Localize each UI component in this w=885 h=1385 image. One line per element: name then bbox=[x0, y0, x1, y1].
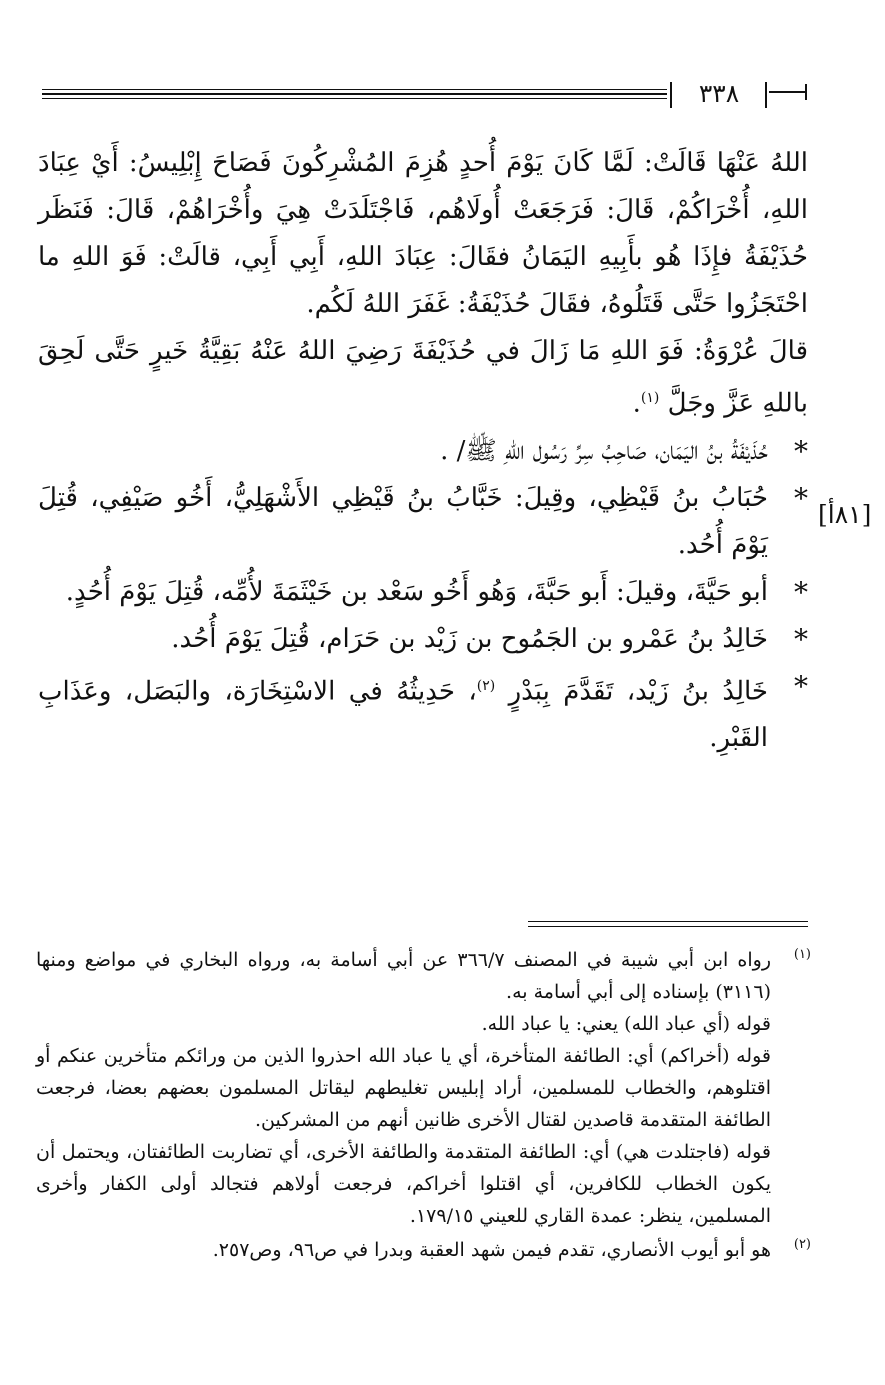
footnotes bbox=[36, 944, 811, 1268]
main-text bbox=[38, 140, 808, 762]
narrative-paragraph: اللهُ عَنْهَا قَالَتْ: لَمَّا كَانَ يَوْمَ أُحدٍ هُزِمَ المُشْرِكُونَ فَصَاحَ إِبْلِيسُ: أَيْ عِبَادَ اللهِ، أُخْرَاكُمْ، قَالَ: فَرَجَعَتْ أُولَاهُم، فَاجْتَلَدَتْ هِيَ وأُخْرَاهُمْ، قَالَ: فَنَظَر حُذَيْفَةُ فإِذَا هُو بأَبِيهِ اليَمَانُ فقَالَ: عِبَادَ اللهِ، أَبِي أَبِي، قالَتْ: فَوَ اللهِ ما احْتَجَزُوا حَتَّى قَتَلُوهُ، فقَالَ حُذَيْفَةُ: غَفَرَ اللهُ لَكُم. bbox=[38, 148, 808, 319]
header-rule bbox=[769, 91, 807, 93]
header-rule bbox=[42, 98, 667, 99]
footnote bbox=[36, 944, 811, 1232]
urwa-text: قالَ عُرْوَةُ: فَوَ اللهِ مَا زَالَ في حُذَيْفَةَ رَضِيَ اللهُ عَنْهُ بَقِيَّةُ خَيرٍ حَتَّى لَحِقَ باللهِ عَزَّ وجَلَّ bbox=[38, 336, 809, 419]
entry-text: خَالِدُ بنُ عَمْرو بن الجَمُوح بن زَيْد بن حَرَام، قُتِلَ يَوْمَ أُحُد. bbox=[171, 623, 768, 654]
entry-item bbox=[38, 616, 808, 663]
footnote-ref: (٢) bbox=[476, 677, 496, 694]
urwa-end: . bbox=[632, 388, 641, 419]
footnote-separator bbox=[528, 921, 808, 922]
footnote-number: (١) bbox=[793, 947, 811, 962]
entry-item bbox=[38, 569, 808, 616]
entry-text: حُبَابُ بنُ قَيْظِي، وقِيلَ: خَبَّابُ بنُ قَيْظِي الأَشْهَلِيُّ، أَخُو صَيْفِي، قُتِلَ يَوْمَ أُحُد. bbox=[38, 482, 768, 560]
header-bar bbox=[805, 84, 807, 100]
entry-item bbox=[38, 428, 808, 475]
page-header bbox=[42, 79, 810, 112]
footnote-line: رواه ابن أبي شيبة في المصنف ٣٦٦/٧ عن أبي أسامة به، ورواه البخاري في مواضع ومنها (٣١١٦) بإسناده إلى أبي أسامة به. bbox=[36, 949, 772, 1003]
entry-item bbox=[38, 663, 808, 763]
header-bar bbox=[670, 82, 672, 108]
header-bar bbox=[765, 82, 767, 108]
footnote-number: (٢) bbox=[793, 1237, 811, 1252]
star-icon: * bbox=[794, 481, 808, 515]
entry-item bbox=[38, 475, 808, 569]
footnote-line: هو أبو أيوب الأنصاري، تقدم فيمن شهد العقبة وبدرا في ص٩٦، وص٢٥٧. bbox=[212, 1239, 771, 1261]
page-number: ٣٣٨ bbox=[698, 79, 740, 108]
footnote bbox=[36, 1234, 811, 1266]
margin-folio-marker: [٨١أ] bbox=[818, 500, 872, 529]
footnote-line: قوله (أخراكم) أي: الطائفة المتأخرة، أي يا عباد الله احذروا الذين من ورائكم متأخرين عنكم أو اقتلوهم، والخطاب للمسلمين، أراد إبليس تغليطهم ليقاتل المسلمون بعضهم بعضا، فرجعت الطائفة المتقدمة قاصدين لقتال الأخرى ظانين أنهم من المشركين. bbox=[36, 1045, 771, 1131]
entry-text: ، حَدِيثُهُ في الاسْتِخَارَة، والبَصَل، وعَذَابِ القَبْرِ. bbox=[38, 676, 768, 754]
footnote-line: قوله (أي عباد الله) يعني: يا عباد الله. bbox=[481, 1013, 771, 1035]
header-rule bbox=[42, 89, 667, 90]
urwa-paragraph bbox=[38, 328, 808, 428]
footnote-line: قوله (فاجتلدت هي) أي: الطائفة المتقدمة والطائفة الأخرى، أي تضاربت الطائفتان، ويحتمل أن يكون الخطاب للكافرين، أي اقتلوا أخراكم، فرجعت أولاهم فتجالد أولى الكفار وأخرى المسلمين، ينظر: عمدة القاري للعيني ١٧٩/١٥. bbox=[36, 1141, 771, 1227]
entry-text: أبو حَيَّةَ، وقيلَ: أَبو حَبَّةَ، وَهُو أَخُو سَعْد بن خَيْثَمَةَ لأُمِّه، قُتِلَ يَوْمَ أُحُدٍ. bbox=[65, 576, 768, 607]
footnote-separator bbox=[528, 926, 808, 927]
star-icon: * bbox=[794, 434, 808, 468]
star-icon: * bbox=[794, 622, 808, 656]
footnote-ref: (١) bbox=[640, 390, 660, 406]
entry-text: خَالِدُ بنُ زَيْد، تَقَدَّمَ بِبَدْرٍ bbox=[508, 676, 768, 707]
star-icon: * bbox=[794, 575, 808, 609]
header-rule bbox=[42, 93, 667, 95]
entry-text: حُذَيْفَةُ بنُ اليَمَان، صَاحِبُ سِرِّ رَسُول اللهِ ﷺ/ . bbox=[440, 435, 768, 466]
star-icon: * bbox=[794, 669, 808, 703]
